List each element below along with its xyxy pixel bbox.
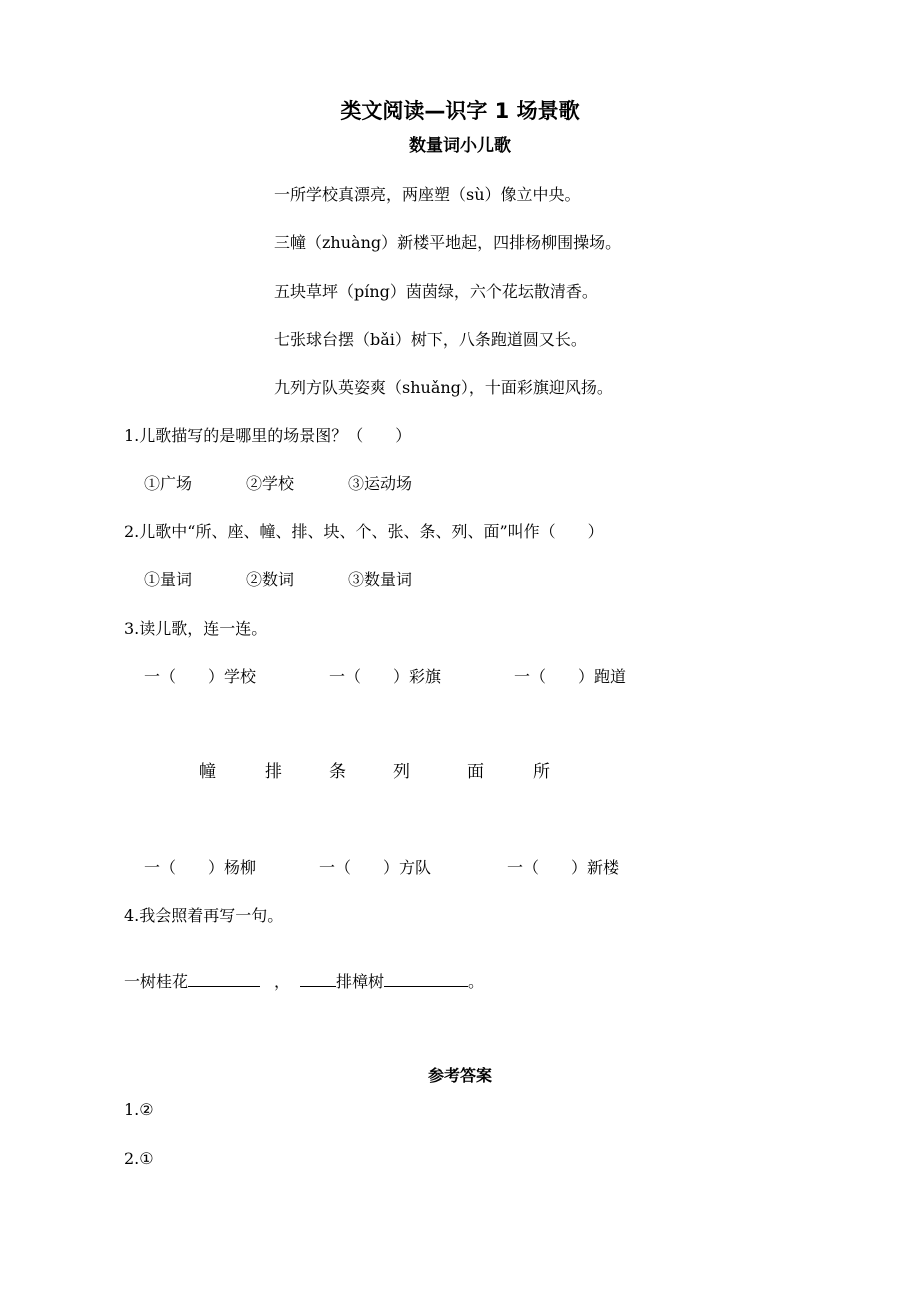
fill-blank[interactable] — [384, 972, 468, 987]
answer-item: 1.② — [124, 1100, 154, 1119]
match-top-item: 一（ ）彩旗 — [329, 667, 442, 686]
q4-text: 排樟树 — [336, 972, 385, 991]
poem-title: 数量词小儿歌 — [409, 136, 511, 156]
answer-item: 2.① — [124, 1149, 154, 1168]
measure-word: 列 — [393, 762, 410, 782]
q1-option-2: ②学校 — [246, 474, 295, 493]
q4-text: ， — [274, 972, 291, 991]
fill-blank[interactable] — [300, 972, 336, 987]
measure-word: 面 — [467, 762, 484, 782]
question-1: 1.儿歌描写的是哪里的场景图？（ ） — [124, 426, 412, 445]
q1-option-1: ①广场 — [144, 474, 193, 493]
q2-option-3: ③数量词 — [348, 570, 413, 589]
q2-option-2: ②数词 — [246, 570, 295, 589]
q1-option-3: ③运动场 — [348, 474, 413, 493]
match-bottom-item: 一（ ）新楼 — [507, 858, 620, 877]
match-bottom-item: 一（ ）杨柳 — [144, 858, 257, 877]
q4-text: 。 — [468, 972, 485, 991]
question-2: 2.儿歌中“所、座、幢、排、块、个、张、条、列、面”叫作（ ） — [124, 522, 604, 541]
q4-text: 一树桂花 — [124, 972, 189, 991]
match-top-item: 一（ ）学校 — [144, 667, 257, 686]
poem-line: 三幢（zhuàng）新楼平地起，四排杨柳围操场。 — [274, 233, 622, 252]
poem-line: 七张球台摆（bǎi）树下，八条跑道圆又长。 — [274, 330, 587, 349]
measure-word: 条 — [329, 762, 346, 782]
poem-line: 九列方队英姿爽（shuǎng），十面彩旗迎风扬。 — [274, 378, 613, 397]
page-title: 类文阅读—识字 1 场景歌 — [340, 99, 580, 123]
fill-blank[interactable] — [188, 972, 260, 987]
measure-word: 幢 — [199, 762, 216, 782]
measure-word: 所 — [533, 762, 550, 782]
poem-line: 五块草坪（píng）茵茵绿，六个花坛散清香。 — [274, 282, 598, 301]
poem-line: 一所学校真漂亮，两座塑（sù）像立中央。 — [274, 185, 581, 204]
measure-word: 排 — [265, 762, 282, 782]
q4-answer-line — [124, 972, 484, 990]
match-bottom-item: 一（ ）方队 — [319, 858, 432, 877]
match-top-item: 一（ ）跑道 — [514, 667, 627, 686]
question-4: 4.我会照着再写一句。 — [124, 906, 284, 925]
q2-option-1: ①量词 — [144, 570, 193, 589]
answers-title: 参考答案 — [427, 1066, 492, 1085]
question-3: 3.读儿歌，连一连。 — [124, 619, 268, 638]
